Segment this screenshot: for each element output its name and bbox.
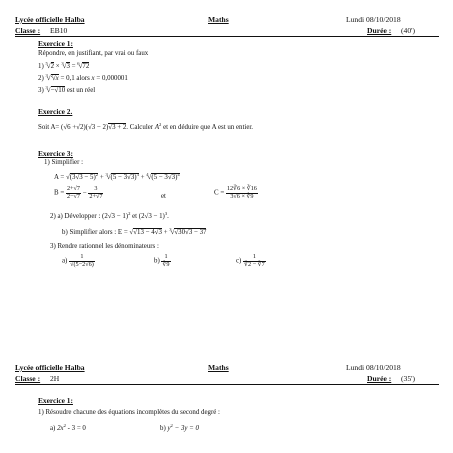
exponent: 3: [136, 172, 139, 177]
header-rule: [15, 384, 439, 385]
exercise-statement: [38, 123, 253, 132]
item-label: a): [50, 425, 56, 432]
statement-text: . Calculer: [126, 124, 154, 131]
conjunction-et: et: [161, 193, 166, 200]
denominator: ∛2 − ∛7: [244, 260, 265, 268]
subject: Maths: [208, 363, 229, 372]
exponent: 2: [95, 172, 99, 177]
radicand: 72: [82, 63, 90, 70]
class-value: 2H: [50, 374, 60, 383]
radicand: √13 − 4√3: [133, 229, 162, 236]
item-text: est un réel: [66, 87, 96, 94]
root-index: 3: [45, 73, 48, 78]
denominator: 2+√7: [89, 192, 103, 200]
radicand: 2: [50, 63, 55, 70]
root-index: 6: [77, 61, 80, 66]
question-text: b) Simplifier alors : E =: [62, 229, 128, 236]
duration-label: Durée :: [367, 374, 392, 383]
equation-rest: − 3y = 0: [174, 425, 199, 432]
exponent: 3: [164, 211, 168, 216]
duration-label: Durée :: [367, 26, 392, 35]
expression-c: [214, 186, 258, 200]
numerator: 12∛6 × ∛16: [226, 185, 257, 192]
item-number: 1): [38, 63, 44, 70]
exercise-title: Exercice 3:: [38, 149, 73, 158]
variable-x: x: [55, 75, 59, 82]
fraction: [66, 186, 81, 200]
denominator: 3√6 × ∜9: [230, 192, 254, 200]
item-label: c): [236, 257, 242, 265]
equals-sign: =: [71, 63, 76, 70]
equation-b: [160, 424, 199, 433]
numerator: 1: [69, 254, 95, 262]
duration-value: (35'): [401, 374, 416, 383]
numerator: 3: [88, 186, 103, 194]
statement-text: et en déduire que A est un entier.: [163, 124, 254, 131]
term: (5 − 3√3): [151, 174, 178, 181]
exercise-title: Exercice 2.: [38, 107, 73, 116]
true-false-item-1: 1) $^5$√2 × $^3$√3 = $^6$√72: [38, 61, 90, 70]
exponent: 2: [159, 122, 162, 127]
denominator: 2−√7: [66, 192, 81, 200]
fraction: [69, 254, 95, 268]
exam-date: Lundi 08/10/2018: [346, 15, 401, 24]
fraction: [243, 254, 266, 268]
denominator-item-c: [236, 254, 266, 268]
denominator-item-b: [154, 254, 171, 268]
expression-label: C =: [214, 189, 225, 197]
root-index: 3: [61, 61, 64, 66]
denominator: √(5−2√6): [70, 260, 94, 268]
equation-a: [50, 424, 86, 433]
exercise-instruction: Répondre, en justifiant, par vrai ou faux: [38, 50, 149, 57]
expression-start: Soit A= (√6 +√2)(√3 − 2): [38, 124, 109, 131]
class-value: EB10: [50, 26, 68, 35]
fraction: [226, 186, 258, 200]
equation-term: y: [167, 425, 171, 432]
question-text: et (2√3 − 1): [132, 213, 165, 220]
true-false-item-2: 2) $^3$√$^2$√x = 0,1 alors x = 0,000001: [38, 73, 128, 82]
root-index: 3: [45, 85, 48, 90]
exponent: 2: [128, 211, 131, 216]
expression-label: A =: [54, 174, 65, 181]
subject: Maths: [208, 15, 229, 24]
question-3: 3) Rendre rationnel les dénominateurs :: [50, 243, 159, 250]
numerator: 1: [243, 254, 266, 262]
denominator: ∛9: [162, 260, 170, 268]
exercise-instruction: 1) Résoudre chacune des équations incomplètes du second degré :: [38, 409, 220, 416]
fraction: [88, 186, 103, 200]
exercise-title: Exercice 1:: [38, 39, 73, 48]
exponent: 2: [170, 423, 173, 428]
radicand: 3: [66, 63, 70, 70]
denominator-item-a: [62, 254, 95, 268]
numerator: 1: [161, 254, 170, 262]
radicand: √3 + 2: [108, 124, 127, 131]
item-number: 2): [38, 75, 44, 82]
expression-b: [54, 186, 103, 200]
root-index: 5: [45, 61, 48, 66]
term: (3√3 − 5): [69, 174, 96, 181]
fraction: [161, 254, 170, 268]
variable-a: A: [154, 124, 160, 131]
question-text: .: [167, 213, 169, 220]
exponent: 4: [177, 172, 180, 177]
question-2b: b) Simplifier alors : E = √√13 − 4√3 + $^3$√√30√3 − 37: [62, 227, 207, 236]
item-label: a): [62, 257, 68, 265]
question-text: 2) a) Développer : (2√3 − 1): [50, 213, 129, 220]
equation-value: = 0,000001: [96, 75, 128, 82]
school-name: Lycée officielle Halba: [15, 15, 85, 24]
question-1: 1) Simplifier :: [44, 159, 84, 166]
root-index: 2: [50, 73, 53, 78]
equation-term: 2x: [57, 425, 64, 432]
plus-sign: +: [163, 229, 168, 236]
true-false-item-3: 3) $^3$√−√10 est un réel: [38, 85, 96, 94]
item-number: 3): [38, 87, 44, 94]
class-label: Classe :: [15, 374, 41, 383]
root-index: 3: [169, 227, 172, 232]
equation-text: = 0,1 alors: [60, 75, 90, 82]
expression-label: B =: [54, 189, 65, 197]
school-name: Lycée officielle Halba: [15, 363, 85, 372]
root-index: 4: [146, 172, 149, 177]
radicand: √30√3 − 37: [174, 229, 207, 236]
equation-rest: - 3 = 0: [67, 425, 86, 432]
class-label: Classe :: [15, 26, 41, 35]
plus-sign: +: [140, 174, 145, 181]
variable-x: x: [91, 75, 95, 82]
exam-date: Lundi 08/10/2018: [346, 363, 401, 372]
question-2a: [50, 212, 169, 221]
exercise-title: Exercice 1:: [38, 396, 73, 405]
plus-sign: +: [99, 174, 104, 181]
exponent: 2: [63, 423, 66, 428]
root-index: 3: [105, 172, 108, 177]
header-rule: [15, 36, 439, 37]
item-label: b): [154, 257, 160, 265]
expression-a: $A = √(3√3 - 5)^2 + ^3√(5 - 3√3)^3 + ^4√(5 - 3√3)^4$: [54, 172, 180, 181]
duration-value: (40'): [401, 26, 416, 35]
term: (5 − 3√3): [110, 174, 137, 181]
radicand: −√10: [50, 87, 66, 94]
numerator: 2+√7: [66, 185, 81, 192]
minus-sign: −: [82, 189, 87, 197]
item-label: b): [160, 425, 166, 432]
